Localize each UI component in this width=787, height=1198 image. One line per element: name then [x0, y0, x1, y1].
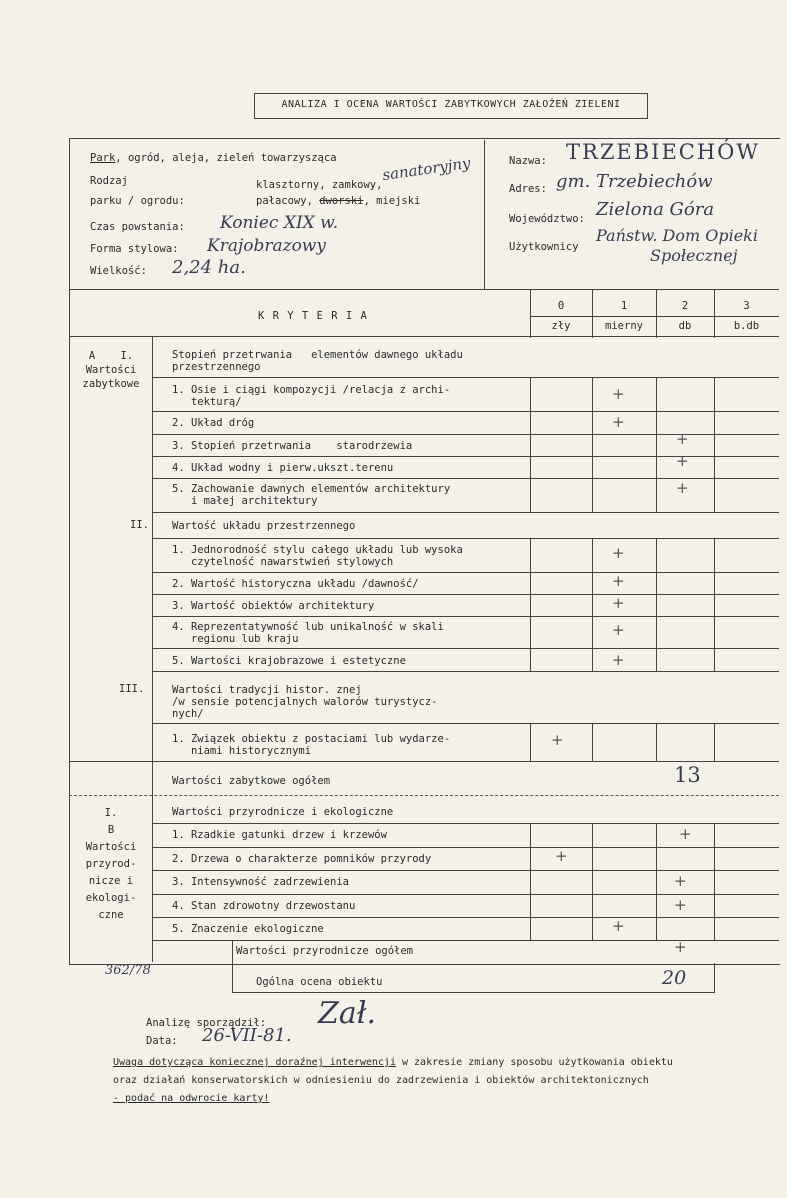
mark-b1-4: +: [674, 896, 687, 914]
mark-a1-2: +: [612, 413, 625, 431]
criterion-a2-1: 1. Jednorodność stylu całego układu lub wysoka czytelność nawarstwień stylowych: [172, 544, 463, 568]
note-line-1: Uwaga dotycząca koniecznej doraźnej interwencji w zakresie zmiany sposobu użytkowania obiektu: [113, 1057, 673, 1068]
mark-a1-4: +: [676, 452, 689, 470]
section-b-total-label: Wartości przyrodnicze ogółem: [236, 945, 414, 957]
wojewodztwo-value: Zielona Góra: [596, 199, 715, 220]
criterion-b1-1: 1. Rzadkie gatunki drzew i krzewów: [172, 829, 387, 841]
overall-score-value: 20: [662, 967, 687, 989]
mark-a2-3: +: [612, 594, 625, 612]
wielkosc-value: 2,24 ha.: [172, 257, 246, 278]
author-signature: Zał.: [318, 996, 376, 1031]
reference-number: 362/78: [105, 963, 151, 978]
mark-a3-1: +: [551, 731, 564, 749]
section-a3-title: Wartości tradycji histor. znej /w sensie potencjalnych walorów turystycz- nych/: [172, 684, 438, 720]
criterion-a2-5: 5. Wartości krajobrazowe i estetyczne: [172, 655, 406, 667]
kryteria-label: K R Y T E R I A: [258, 310, 368, 322]
header-divider: [484, 140, 485, 290]
note-line-3: - podać na odwrocie karty!: [113, 1093, 270, 1104]
criterion-b1-5: 5. Znaczenie ekologiczne: [172, 923, 324, 935]
scale-1-num: 1: [620, 300, 628, 312]
nazwa-value: TRZEBIECHÓW: [566, 140, 760, 164]
scale-2-num: 2: [681, 300, 689, 312]
date-label: Data:: [146, 1035, 178, 1047]
forma-value: Krajobrazowy: [207, 236, 326, 256]
mark-a1-5: +: [676, 479, 689, 497]
scale-3-label: b.db: [733, 320, 760, 332]
forma-label: Forma stylowa:: [90, 243, 179, 255]
section-b-total-value: +: [674, 938, 687, 956]
uzytkownicy-value-2: Społecznej: [650, 246, 738, 265]
wielkosc-label: Wielkość:: [90, 265, 147, 277]
criterion-a1-4: 4. Układ wodny i pierw.ukszt.terenu: [172, 462, 394, 474]
document-title: ANALIZA I OCENA WARTOŚCI ZABYTKOWYCH ZAŁOŻEŃ ZIELENI: [254, 93, 648, 119]
header-bottom-line: [69, 289, 779, 290]
kryteria-bottom-line: [69, 336, 779, 337]
section-a-divider: [152, 337, 153, 761]
section-a-total-value: 13: [674, 763, 701, 787]
criterion-b1-2: 2. Drzewa o charakterze pomników przyrody: [172, 853, 432, 865]
rodzaj-values: klasztorny, zamkowy,: [256, 179, 383, 191]
mark-a1-1: +: [612, 385, 625, 403]
criterion-b1-4: 4. Stan zdrowotny drzewostanu: [172, 900, 356, 912]
handwritten-sanatoryjny: sanatoryjny: [381, 153, 472, 185]
czas-value: Koniec XIX w.: [220, 213, 339, 233]
czas-label: Czas powstania:: [90, 221, 185, 233]
scale-2-label: db: [678, 320, 692, 332]
criterion-a2-3: 3. Wartość obiektów architektury: [172, 600, 375, 612]
section-a-label: A I. Wartości zabytkowe: [82, 350, 140, 390]
section-a3-label: III.: [119, 683, 145, 695]
date-value: 26-VII-81.: [202, 1025, 292, 1046]
mark-a2-2: +: [612, 572, 625, 590]
criterion-a2-4: 4. Reprezentatywność lub unikalność w skali regionu lub kraju: [172, 621, 444, 645]
mark-a2-4: +: [612, 621, 625, 639]
criterion-a3-1: 1. Związek obiektu z postaciami lub wydarze- niami historycznymi: [172, 733, 451, 757]
mark-b1-5: +: [612, 917, 625, 935]
mark-b1-3: +: [674, 872, 687, 890]
scale-1-label: mierny: [605, 320, 643, 332]
adres-value: gm. Trzebiechów: [556, 171, 713, 192]
section-b-divider: [152, 762, 153, 962]
parku-label: parku / ogrodu:: [90, 195, 185, 207]
nazwa-label: Nazwa:: [509, 155, 547, 167]
author-label: Analizę sporządził:: [146, 1017, 267, 1029]
section-a2-label: II.: [130, 519, 149, 531]
criterion-b1-3: 3. Intensywność zadrzewienia: [172, 876, 350, 888]
criterion-a2-2: 2. Wartość historyczna układu /dawność/: [172, 578, 419, 590]
park-type-line: Park, ogród, aleja, zieleń towarzysząca: [90, 152, 337, 164]
section-b-label: I. B Wartości przyrod- nicze i ekologi- czne: [85, 807, 137, 921]
scale-0-label: zły: [551, 320, 571, 332]
criterion-a1-2: 2. Układ dróg: [172, 417, 255, 429]
section-b1-title: Wartości przyrodnicze i ekologiczne: [172, 806, 394, 818]
mark-a2-5: +: [612, 651, 625, 669]
mark-a2-1: +: [612, 544, 625, 562]
adres-label: Adres:: [509, 183, 547, 195]
scale-0-num: 0: [557, 300, 565, 312]
uzytkownicy-label: Użytkownicy: [509, 241, 579, 253]
scale-split-line: [530, 316, 779, 317]
note-line-2: oraz działań konserwatorskich w odniesieniu do zadrzewienia i obiektów architektonicznych: [113, 1075, 649, 1086]
rodzaj-label: Rodzaj: [90, 175, 128, 187]
uzytkownicy-value-1: Państw. Dom Opieki: [596, 226, 758, 245]
overall-score-label: Ogólna ocena obiektu: [256, 976, 383, 988]
criterion-a1-1: 1. Osie i ciągi kompozycji /relacja z archi- tekturą/: [172, 384, 451, 408]
mark-a1-3: +: [676, 430, 689, 448]
mark-b1-1: +: [679, 825, 692, 843]
criterion-a1-3: 3. Stopień przetrwania starodrzewia: [172, 440, 413, 452]
scale-3-num: 3: [743, 300, 750, 312]
section-a-total-label: Wartości zabytkowe ogółem: [172, 775, 331, 787]
wojewodztwo-label: Województwo:: [509, 213, 585, 225]
section-a1-title: Stopień przetrwania elementów dawnego układu przestrzennego: [172, 349, 463, 373]
parku-values: pałacowy, dworski, miejski: [256, 195, 421, 207]
section-a2-title: Wartość układu przestrzennego: [172, 520, 356, 532]
criterion-a1-5: 5. Zachowanie dawnych elementów architektury i małej architektury: [172, 483, 451, 507]
mark-b1-2: +: [555, 847, 568, 865]
